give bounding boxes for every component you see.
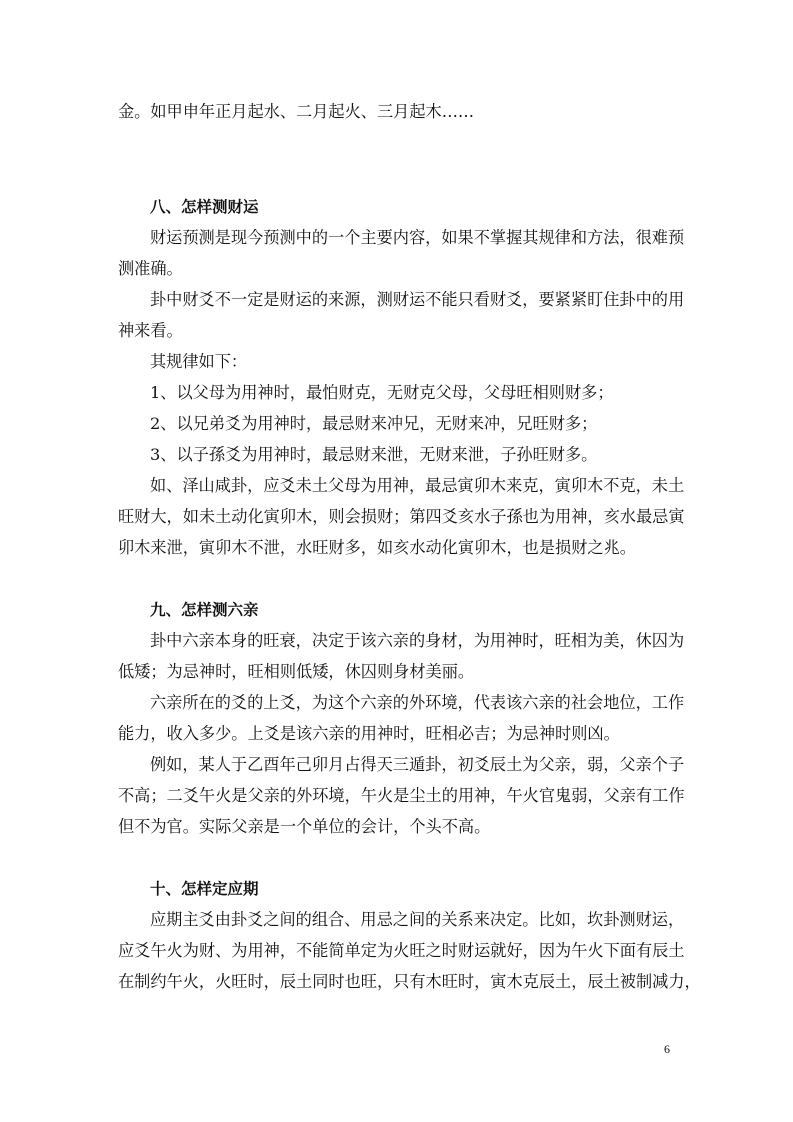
text-line: 六亲所在的爻的上爻，为这个六亲的外环境，代表该六亲的社会地位，工作 [150, 693, 685, 712]
text-line: 不高；二爻午火是父亲的外环境，午火是尘土的用神，午火官鬼弱，父亲有工作 [118, 786, 685, 805]
text-line: 测准确。 [118, 259, 183, 278]
section-heading-8: 八、怎样测财运 [150, 198, 259, 216]
section-heading-10: 十、怎样定应期 [150, 880, 259, 898]
page-number: 6 [664, 1042, 670, 1056]
text-line: 2、以兄弟爻为用神时，最忌财来冲兄，无财来冲，兄旺财多； [150, 414, 598, 433]
text-line: 应爻午火为财、为用神，不能简单定为火旺之时财运就好，因为午火下面有辰土 [118, 941, 685, 960]
text-line: 财运预测是现今预测中的一个主要内容，如果不掌握其规律和方法，很难预 [150, 228, 685, 247]
text-line: 能力，收入多少。上爻是该六亲的用神时，旺相必吉；为忌神时则凶。 [118, 724, 620, 743]
text-line: 1、以父母为用神时，最怕财克，无财克父母，父母旺相则财多； [150, 383, 614, 402]
text-line: 卯木来泄，寅卯木不泄，水旺财多，如亥水动化寅卯木，也是损财之兆。 [118, 538, 636, 557]
text-line: 神来看。 [118, 321, 183, 340]
text-line: 低矮；为忌神时，旺相则低矮，休囚则身材美丽。 [118, 662, 475, 681]
text-line: 其规律如下： [150, 352, 248, 371]
text-line: 旺财大，如未土动化寅卯木，则会损财；第四爻亥水子孫也为用神，亥水最忌寅 [118, 507, 685, 526]
text-line: 卦中六亲本身的旺衰，决定于该六亲的身材，为用神时，旺相为美，休囚为 [150, 631, 685, 650]
text-line: 3、以子孫爻为用神时，最忌财来泄，无财来泄，子孙旺财多。 [150, 445, 598, 464]
text-line: 卦中财爻不一定是财运的来源，测财运不能只看财爻，要紧紧盯住卦中的用 [150, 290, 685, 309]
text-line: 在制约午火，火旺时，辰土同时也旺，只有木旺时，寅木克辰土，辰土被制减力， [118, 972, 701, 991]
text-line: 例如，某人于乙酉年己卯月占得天三遁卦，初爻辰土为父亲，弱，父亲个子 [150, 755, 685, 774]
section-heading-9: 九、怎样测六亲 [150, 601, 259, 619]
text-line: 应期主爻由卦爻之间的组合、用忌之间的关系来决定。比如，坎卦测财运， [150, 910, 685, 929]
text-line: 如、泽山咸卦，应爻未土父母为用神，最忌寅卯木来克，寅卯木不克，未土 [150, 476, 685, 495]
text-line: 但不为官。实际父亲是一个单位的会计，个头不高。 [118, 817, 491, 836]
text-line: 金。如甲申年正月起水、二月起火、三月起木…… [118, 102, 475, 121]
